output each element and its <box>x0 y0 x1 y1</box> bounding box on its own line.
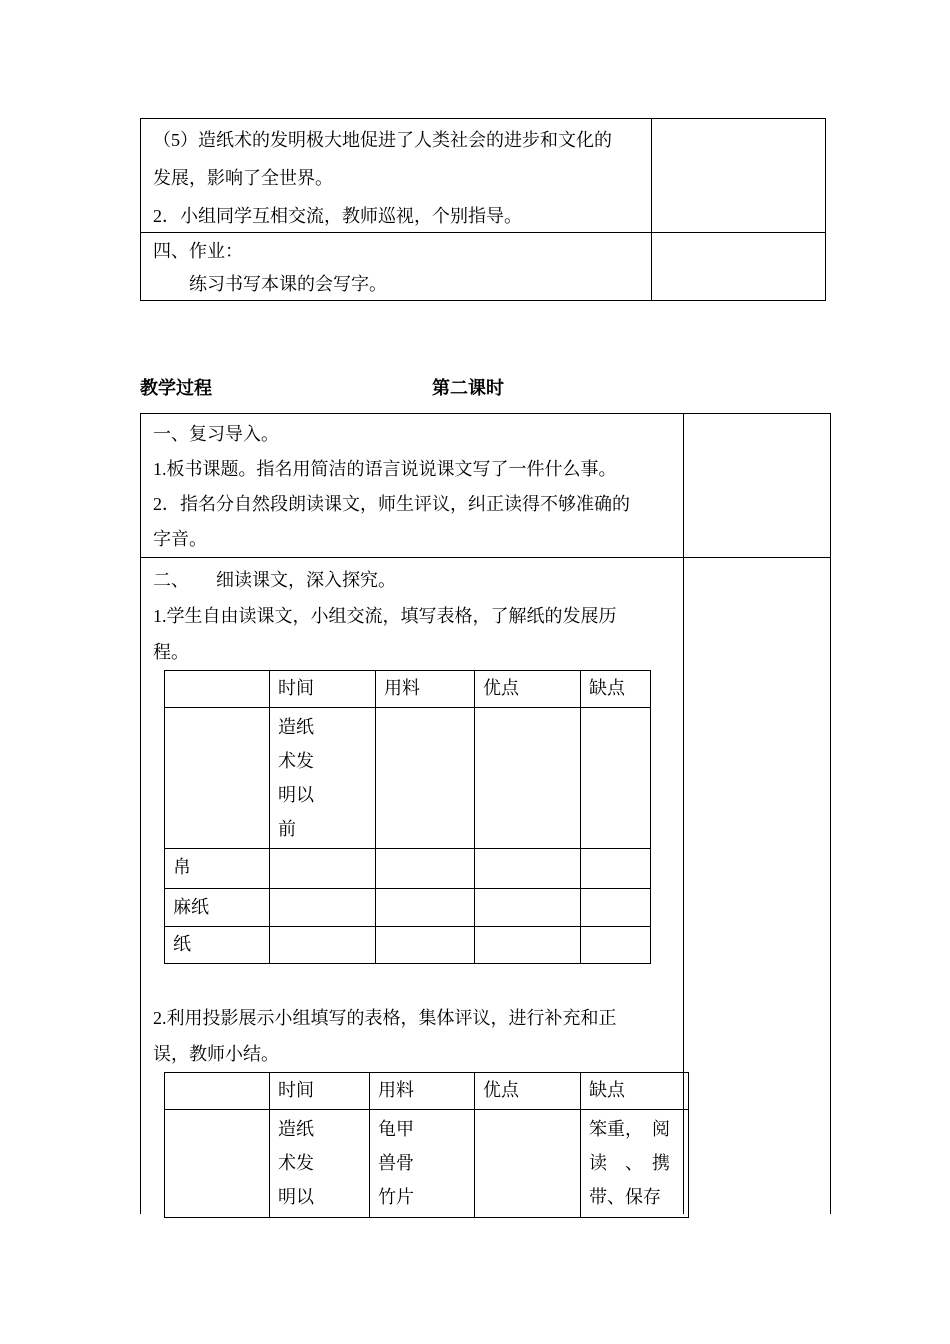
text-line: 1.学生自由读课文，小组交流，填写表格，了解纸的发展历 <box>153 606 617 626</box>
empty-cell <box>270 927 376 964</box>
teaching-process-label: 教学过程 <box>140 378 212 398</box>
table-row <box>141 558 830 1214</box>
text-line: 二、 细读课文，深入探究。 <box>153 570 396 590</box>
table-row <box>141 119 825 233</box>
text-line: 造纸 <box>278 717 314 737</box>
text-line: 明以 <box>278 1187 314 1207</box>
grid-row-paper <box>165 927 651 964</box>
middle-paragraph <box>153 1000 671 1072</box>
table-row <box>141 414 830 558</box>
header-cell-disadvantage: 缺点 <box>581 671 651 708</box>
empty-cell <box>376 708 475 849</box>
text-line: 练习书写本课的会写字。 <box>153 274 387 294</box>
text-line: 术发 <box>278 1153 314 1173</box>
review-intro-cell <box>141 414 683 557</box>
header-cell-time: 时间 <box>270 671 376 708</box>
empty-cell <box>376 849 475 889</box>
empty-cell <box>581 849 651 889</box>
time-period-cell <box>270 1110 370 1218</box>
notes-column-cell <box>683 414 830 557</box>
text-line: 2.利用投影展示小组填写的表格，集体评议，进行补充和正 <box>153 1008 617 1028</box>
text-line: 术发 <box>278 751 314 771</box>
header-cell-time: 时间 <box>270 1073 370 1110</box>
text-line: 一、复习导入。 <box>153 424 279 444</box>
header-cell-material: 用料 <box>370 1073 475 1110</box>
text-line: 明以 <box>278 785 314 805</box>
empty-cell <box>475 889 581 927</box>
corner-cell <box>165 671 270 708</box>
grid-row-silk <box>165 849 651 889</box>
homework-cell <box>141 233 651 300</box>
text-line: 笨重， 阅 <box>589 1119 670 1139</box>
row-label-cell <box>165 708 270 849</box>
header-cell-disadvantage: 缺点 <box>581 1073 689 1110</box>
grid-row-before-invention <box>165 1110 689 1218</box>
text-line: （5）造纸术的发明极大地促进了人类社会的进步和文化的 <box>153 130 612 150</box>
paper-development-table-filled <box>164 1072 689 1218</box>
header-cell-material: 用料 <box>376 671 475 708</box>
empty-cell <box>581 708 651 849</box>
notes-column-cell <box>683 558 830 1214</box>
row-label-cell <box>165 1110 270 1218</box>
row-label-cell: 帛 <box>165 849 270 889</box>
grid-row-hemp-paper <box>165 889 651 927</box>
text-line: 字音。 <box>153 529 207 549</box>
notes-column-cell <box>651 119 825 232</box>
row-label-cell: 纸 <box>165 927 270 964</box>
text-line: 程。 <box>153 642 189 662</box>
header-cell-advantage: 优点 <box>475 1073 581 1110</box>
table-row <box>141 233 825 300</box>
empty-cell <box>581 889 651 927</box>
empty-cell <box>475 927 581 964</box>
material-cell <box>370 1110 475 1218</box>
empty-cell <box>376 927 475 964</box>
deep-reading-cell <box>141 558 683 1214</box>
header-cell-advantage: 优点 <box>475 671 581 708</box>
lesson-content-cell <box>141 119 651 232</box>
text-line: 龟甲 <box>378 1119 414 1139</box>
text-line: 带、保存 <box>589 1187 661 1207</box>
advantage-cell <box>475 1110 581 1218</box>
text-line: 读 、 携 <box>589 1153 670 1173</box>
text-line: 1.板书课题。指名用简洁的语言说说课文写了一件什么事。 <box>153 459 617 479</box>
grid-header-row <box>165 671 651 708</box>
empty-cell <box>475 708 581 849</box>
empty-cell <box>475 849 581 889</box>
section-heading <box>140 374 830 402</box>
paper-development-table-blank <box>164 670 651 964</box>
text-line: 发展，影响了全世界。 <box>153 168 333 188</box>
text-line: 前 <box>278 819 296 839</box>
empty-cell <box>270 849 376 889</box>
time-period-cell <box>270 708 376 849</box>
lesson-two-title: 第二课时 <box>432 378 504 398</box>
intro-paragraph <box>153 562 671 670</box>
text-line: 误，教师小结。 <box>153 1044 279 1064</box>
corner-cell <box>165 1073 270 1110</box>
text-line: 竹片 <box>378 1187 414 1207</box>
disadvantage-cell <box>581 1110 689 1218</box>
row-label-cell: 麻纸 <box>165 889 270 927</box>
empty-cell <box>376 889 475 927</box>
grid-row-before-invention <box>165 708 651 849</box>
empty-cell <box>581 927 651 964</box>
lesson-one-table <box>140 118 826 301</box>
text-line: 兽骨 <box>378 1153 414 1173</box>
text-line: 2．指名分自然段朗读课文，师生评议，纠正读得不够准确的 <box>153 494 630 514</box>
grid-header-row <box>165 1073 689 1110</box>
text-line: 2．小组同学互相交流，教师巡视，个别指导。 <box>153 206 522 226</box>
empty-cell <box>270 889 376 927</box>
text-line: 造纸 <box>278 1119 314 1139</box>
lesson-two-table <box>140 413 831 1214</box>
text-line: 四、作业： <box>153 241 243 261</box>
notes-column-cell <box>651 233 825 300</box>
